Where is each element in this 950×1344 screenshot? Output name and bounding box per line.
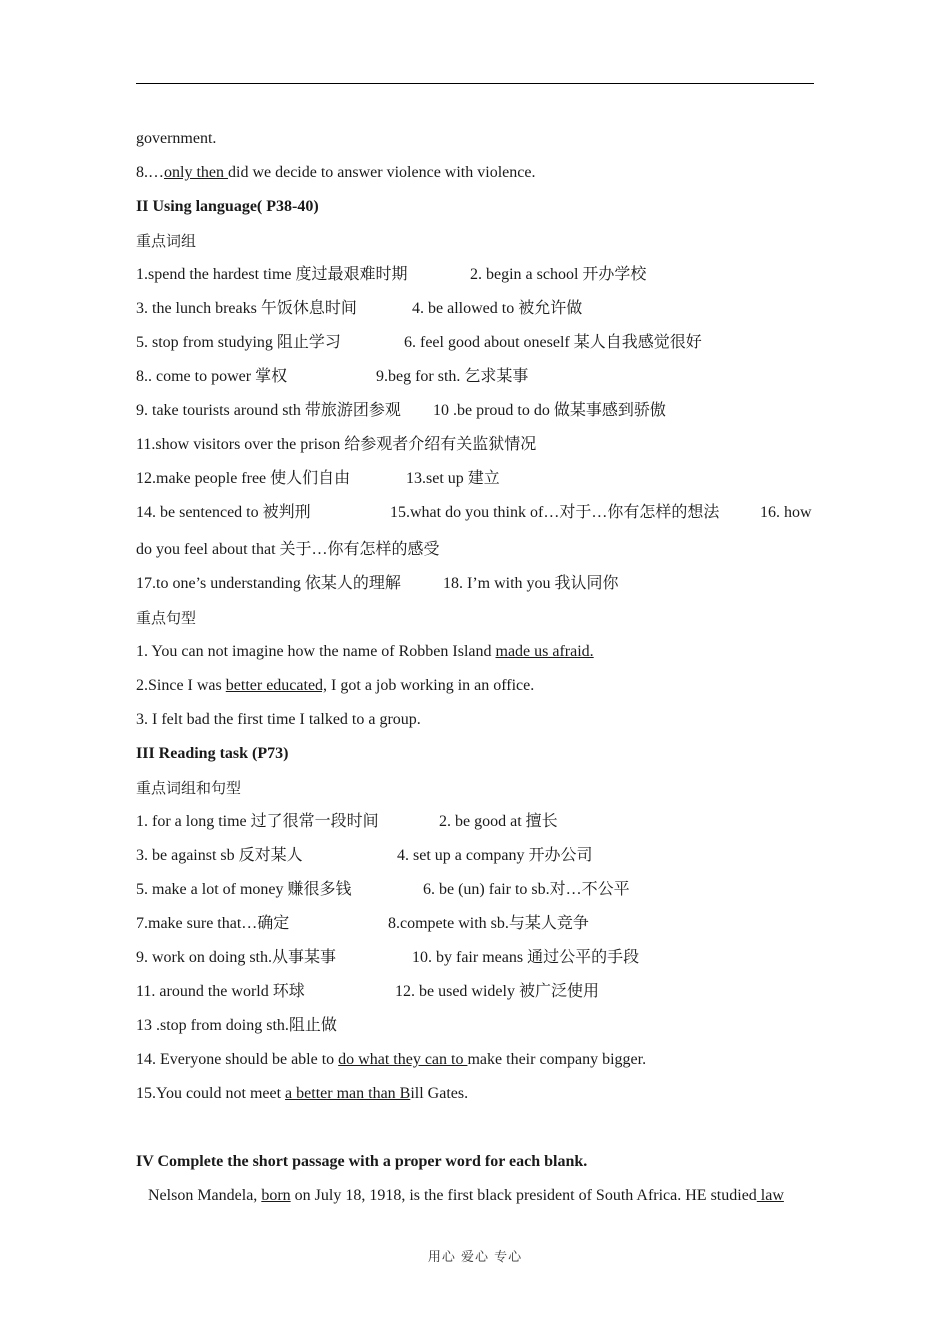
phrase-line: 9. work on doing sth.从事某事 10. by fair means 通过公平的手段 [136, 949, 640, 966]
header-rule [136, 83, 814, 84]
phrase-line: 9. take tourists around sth 带旅游团参观 10 .be proud to do 做某事感到骄傲 [136, 402, 666, 419]
phrase-line: 3. be against sb 反对某人 4. set up a company 开办公司 [136, 847, 593, 864]
phrase-line: 3. the lunch breaks 午饭休息时间 4. be allowed to 被允许做 [136, 300, 583, 317]
document-body [136, 122, 816, 1213]
phrase-line: 5. stop from studying 阻止学习 6. feel good about oneself 某人自我感觉很好 [136, 334, 702, 351]
phrase-line: 7.make sure that…确定 8.compete with sb.与某人竞争 [136, 915, 589, 932]
passage-line: Nelson Mandela, born on July 18, 1918, is the first black president of South Africa. HE studied law [148, 1187, 784, 1204]
page-footer: 用心 爱心 专心 [427, 1250, 523, 1265]
underlined-word: law [756, 1187, 784, 1204]
underlined-phrase: do what they can to [338, 1051, 468, 1068]
phrase-line: 1.spend the hardest time 度过最艰难时期 2. begin a school 开办学校 [136, 266, 647, 283]
phrase-line: 17.to one’s understanding 依某人的理解 18. I’m with you 我认同你 [136, 575, 619, 592]
phrase-line: 11.show visitors over the prison 给参观者介绍有关监狱情况 [136, 436, 537, 453]
underlined-phrase: a better man than B [285, 1085, 411, 1102]
underlined-word: born [261, 1187, 291, 1204]
sentence-line: 14. Everyone should be able to do what they can to make their company bigger. [136, 1051, 647, 1068]
text-line: government. [136, 130, 217, 147]
phrase-line: 14. be sentenced to 被判刑 15.what do you think of…对于…你有怎样的想法 16. how [136, 504, 812, 521]
subheading: 重点句型 [136, 609, 197, 627]
sentence-line: 15.You could not meet a better man than Bill Gates. [136, 1085, 469, 1102]
underlined-phrase: better educated, [225, 677, 328, 694]
phrase-line: 5. make a lot of money 赚很多钱 6. be (un) fair to sb.对…不公平 [136, 881, 630, 898]
section-heading: II Using language( P38-40) [136, 198, 319, 215]
sentence-line: 1. You can not imagine how the name of Robben Island made us afraid. [136, 643, 594, 660]
phrase-line: 12.make people free 使人们自由 13.set up 建立 [136, 470, 500, 487]
subheading: 重点词组和句型 [136, 779, 242, 797]
phrase-line: 11. around the world 环球 12. be used widely 被广泛使用 [136, 983, 599, 1000]
section-heading: IV Complete the short passage with a proper word for each blank. [136, 1153, 588, 1170]
text-line: 8.…only then did we decide to answer violence with violence. [136, 164, 536, 181]
phrase-line: do you feel about that 关于…你有怎样的感受 [136, 541, 440, 558]
phrase-line: 13 .stop from doing sth.阻止做 [136, 1017, 337, 1034]
sentence-line: 2.Since I was better educated, I got a job working in an office. [136, 677, 535, 694]
underlined-phrase: only then [164, 164, 228, 181]
phrase-line: 8.. come to power 掌权 9.beg for sth. 乞求某事 [136, 368, 529, 385]
subheading: 重点词组 [136, 232, 197, 250]
sentence-line: 3. I felt bad the first time I talked to a group. [136, 711, 421, 728]
underlined-phrase: made us afraid. [495, 643, 594, 660]
phrase-line: 1. for a long time 过了很常一段时间 2. be good at 擅长 [136, 813, 558, 830]
section-heading: III Reading task (P73) [136, 745, 289, 762]
